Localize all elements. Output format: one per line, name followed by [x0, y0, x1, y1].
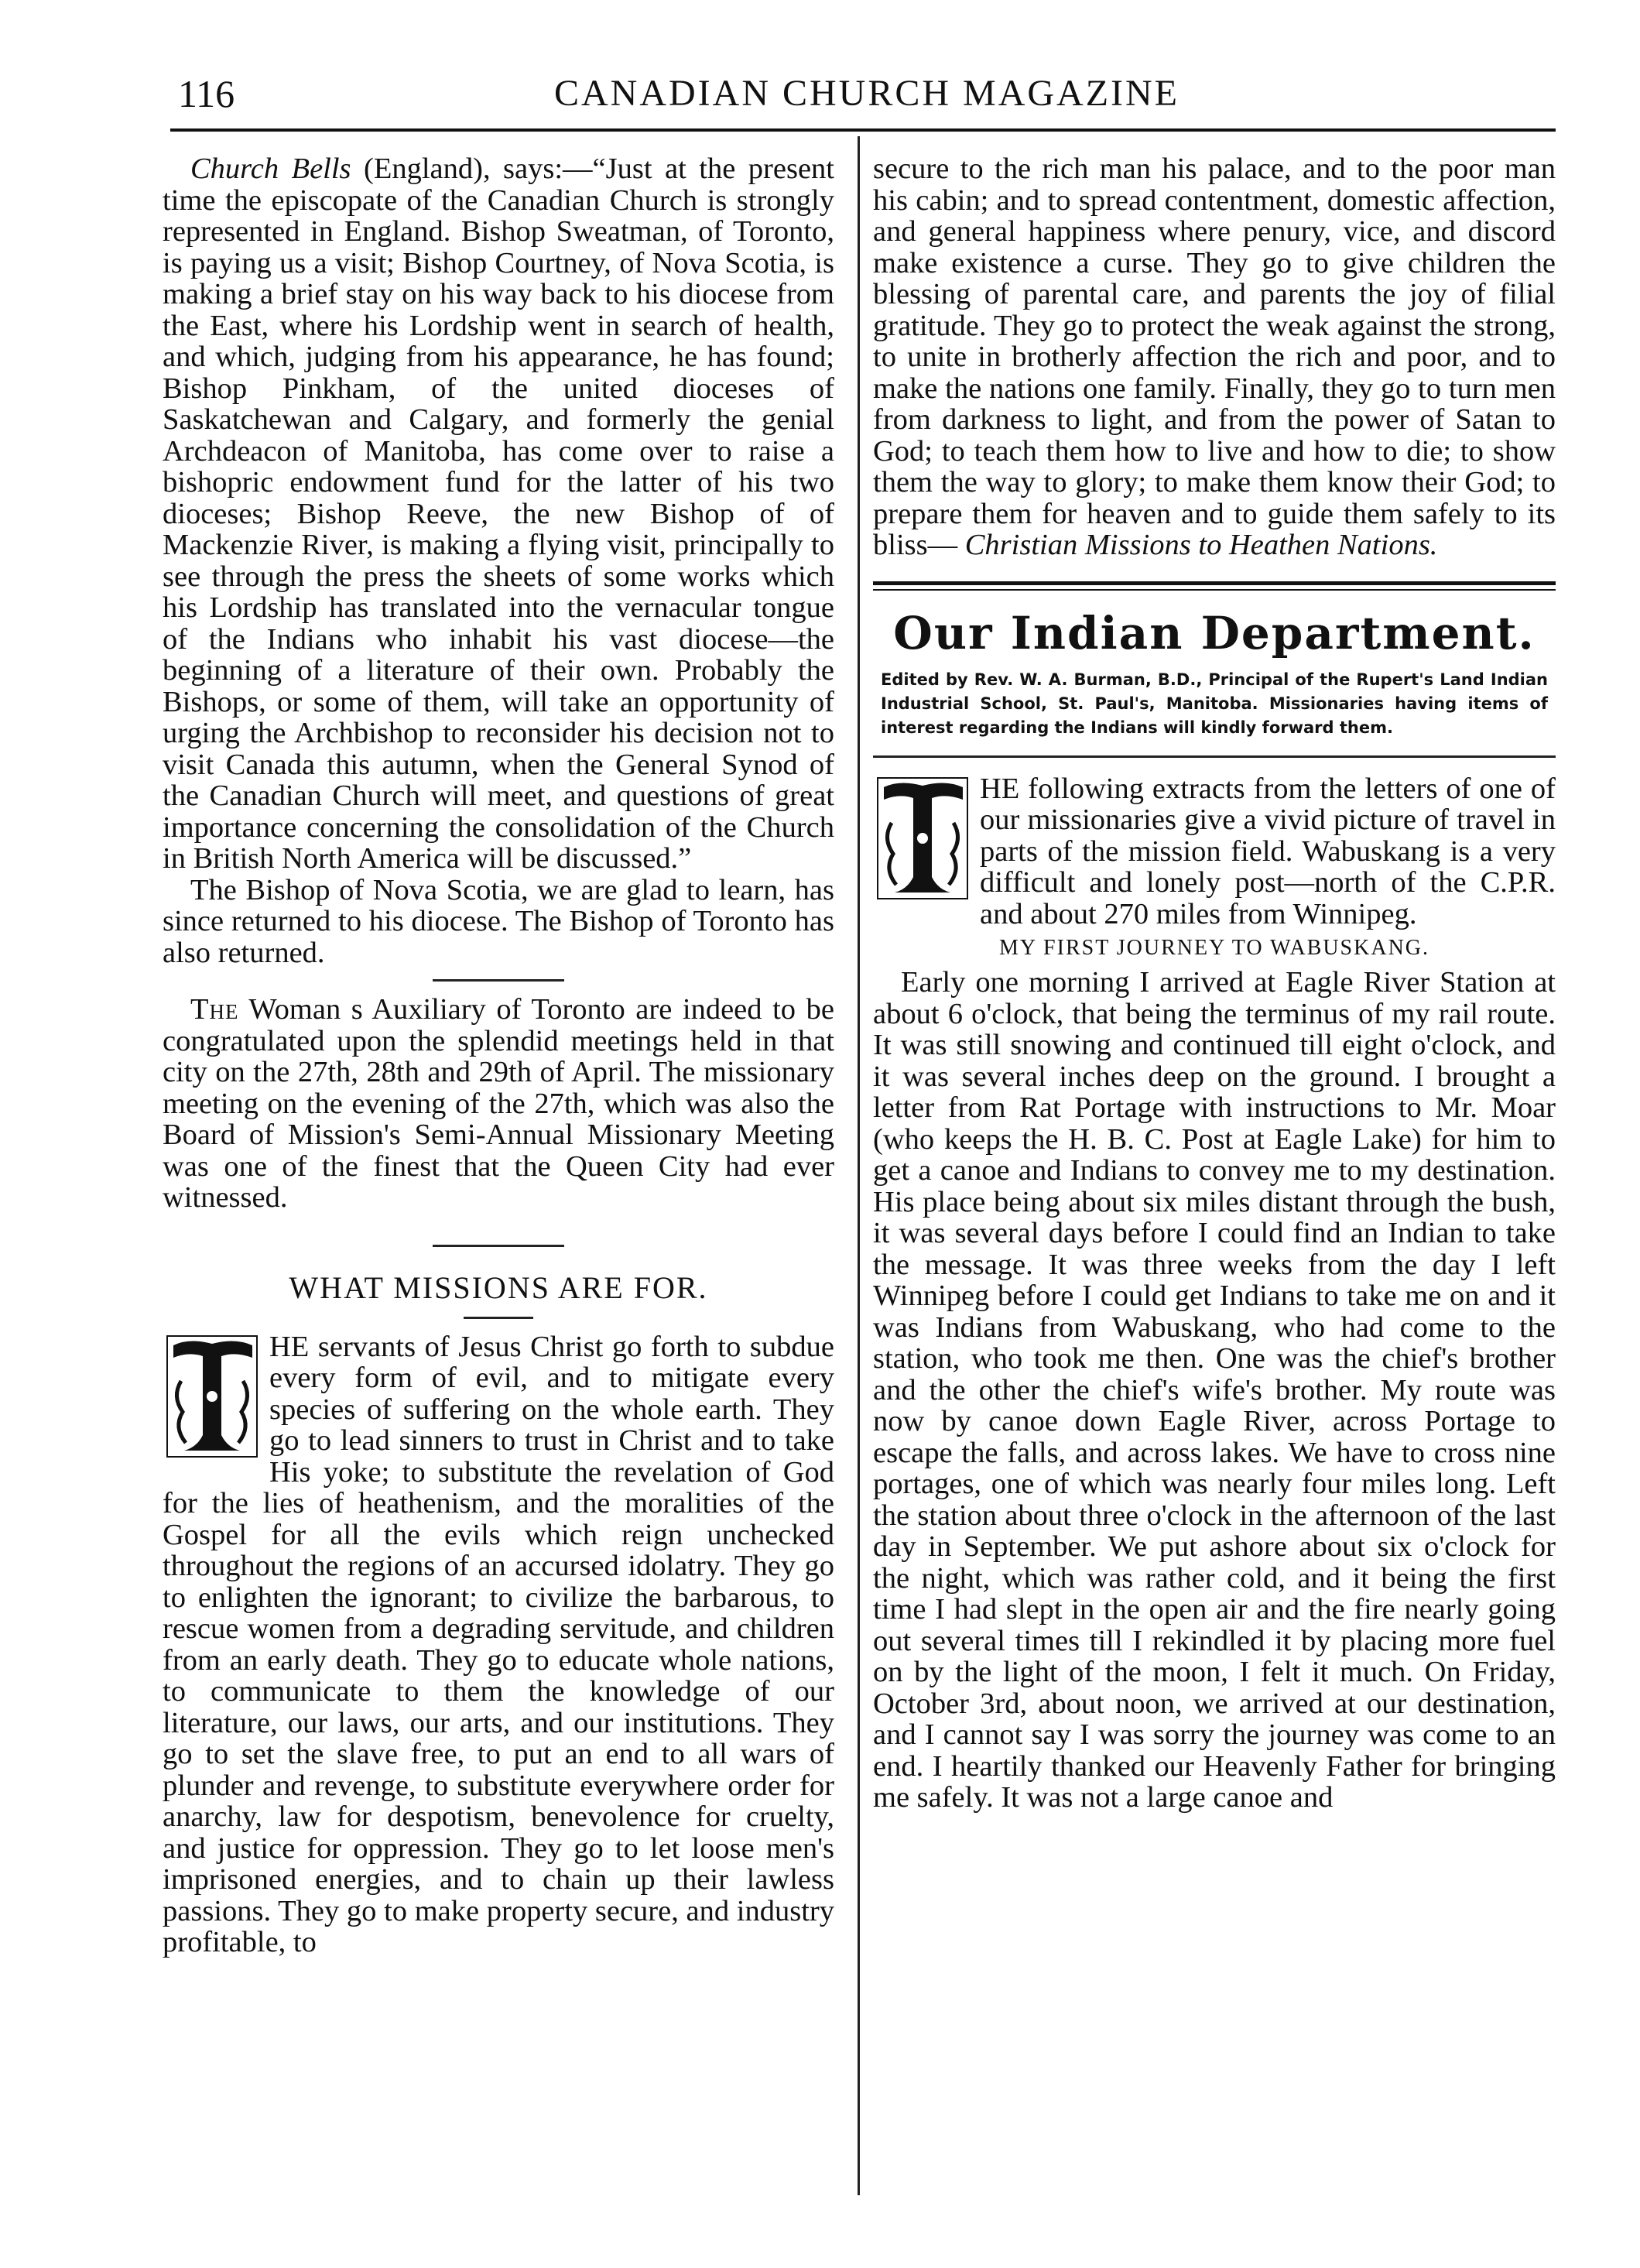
- womans-auxiliary-text: Woman s Auxiliary of Toronto are indeed to be congratulated upon the splendid meetings held in that city on the 27th, 28th and 29th of April. The missionary meeting on the evening of the 27th, which was also the Board of Mission's Semi-Annual Missionary Meeting was one of the finest that the Queen City had ever witnessed.: [163, 993, 834, 1214]
- missions-continued-text: secure to the rich man his palace, and to the poor man his cabin; and to spread contentment, domestic affection, and general happiness where penury, vice, and discord make existence a curse. They go to give children the blessing of parental care, and parents the joy of filial gratitude. They go to protect the weak against the strong, to unite in brotherly affection the rich and poor, and to make the nations one family. Finally, they go to turn men from darkness to light, and from the power of Satan to God; to teach them how to live and how to die; to show them the way to glory; to make them know their God; to prepare them for heaven and to guide them safely to its bliss—: [873, 152, 1556, 561]
- section-rule: [433, 979, 564, 982]
- left-column: [163, 153, 834, 1958]
- magazine-title: CANADIAN CHURCH MAGAZINE: [554, 73, 1179, 114]
- missions-source: Christian Missions to Heathen Nations.: [964, 529, 1438, 561]
- womans-auxiliary-lead: The: [190, 993, 239, 1026]
- church-bells-paragraph: [163, 153, 834, 875]
- section-rule: [433, 1245, 564, 1247]
- ornamental-dropcap: [876, 776, 969, 900]
- journey-subheading: MY FIRST JOURNEY TO WABUSKANG.: [998, 936, 1430, 960]
- header-rule: [170, 128, 1556, 132]
- missions-continued-paragraph: [873, 153, 1556, 561]
- ornamental-dropcap: [166, 1334, 258, 1458]
- editor-note: Edited by Rev. W. A. Burman, B.D., Principal of the Rupert's Land Indian Industrial School, St. Paul's, Manitoba. Missionaries having items of interest regarding the Indians will kindly forward them.: [881, 670, 1548, 737]
- page-header: [178, 67, 1556, 125]
- dropcap-ornament-icon: [876, 776, 969, 900]
- page-number: 116: [178, 72, 235, 115]
- department-rule: [873, 755, 1556, 758]
- column-divider: [858, 136, 860, 2195]
- church-bells-source: Church Bells: [190, 152, 351, 185]
- department-title: Our Indian Department.: [893, 606, 1536, 660]
- department-double-rule: [873, 581, 1556, 591]
- church-bells-text: (England), says:—“Just at the present time the episcopate of the Canadian Church is strongly represented in England. Bishop Sweatman, of Toronto, is paying us a visit; Bishop Courtney, of Nova Scotia, is making a brief stay on his way back to his diocese from the East, where his Lordship went in search of health, and which, judging from his appearance, he has found; Bishop Pinkham, of the united dioceses of Saskatchewan and Calgary, and formerly the genial Archdeacon of Manitoba, has come over to raise a bishopric endowment fund for the latter of his two dioceses; Bishop Reeve, the new Bishop of of Mackenzie River, is making a flying visit, principally to see through the press the sheets of some works which his Lordship has translated into the vernacular tongue of the Indians who inhabit his vast diocese—the beginning of a literature of their own. Probably the Bishops, or some of them, will take an opportunity of urging the Archbishop to reconsider his decision not to visit Canada this autumn, when the General Synod of the Canadian Church will meet, and questions of great importance concerning the consolidation of the Church in British North America will be discussed.”: [163, 152, 834, 875]
- journey-paragraph: Early one morning I arrived at Eagle River Station at about 6 o'clock, that being the terminus of my rail route. It was still snowing and continued till eight o'clock, and it was several inches deep on the ground. I brought a letter from Rat Portage with instructions to Mr. Moar (who keeps the H. B. C. Post at Eagle Lake) for him to get a canoe and Indians to convey me to my destination. His place being about six miles distant through the bush, it was several days before I could find an Indian to take the message. It was three weeks from the day I left Winnipeg before I could get Indians to take me on and it was Indians from Wabuskang, who had come to the station, who took me then. One was the chief's brother and the other the chief's wife's brother. My route was now by canoe down Eagle River, across Portage to escape the falls, and across lakes. We have to cross nine portages, one of which was nearly four miles long. Left the station about three o'clock in the afternoon of the last day in September. We put ashore about six o'clock for the night, which was rather cold, and it being the first time I had slept in the open air and the fire nearly going out several times till I rekindled it by placing more fuel on by the light of the moon, I felt it much. On Friday, October 3rd, about noon, we arrived at our destination, and I cannot say I was sorry the journey was come to an end. I heartily thanked our Heavenly Father for bringing me safely. It was not a large canoe and: [873, 966, 1556, 1814]
- what-missions-paragraph: [163, 1331, 834, 1958]
- what-missions-heading: WHAT MISSIONS ARE FOR.: [289, 1269, 708, 1305]
- nova-scotia-paragraph: The Bishop of Nova Scotia, we are glad to learn, has since returned to his diocese. The Bishop of Toronto has also returned.: [163, 873, 834, 969]
- heading-underline: [464, 1317, 533, 1319]
- right-column: [873, 153, 1556, 1814]
- womans-auxiliary-paragraph: [163, 994, 834, 1214]
- extracts-text: HE following extracts from the letters of one of our missionaries give a vivid picture of travel in parts of the mission field. Wabuskang is a very difficult and lonely post—north of the C.P.R. and about 270 miles from Winnipeg.: [980, 772, 1556, 930]
- dropcap-ornament-icon: [166, 1334, 258, 1458]
- extracts-paragraph: [873, 773, 1556, 930]
- what-missions-text: HE servants of Jesus Christ go forth to subdue every form of evil, and to mitigate every species of suffering on the whole earth. They go to lead sinners to trust in Christ and to take His yoke; to substitute the revelation of God for the lies of heathenism, and the moralities of the Gospel for all the evils which reign unchecked throughout the regions of an accursed idolatry. They go to enlighten the ignorant; to civilize the barbarous, to rescue women from a degrading servitude, and children from an early death. They go to educate whole nations, to communicate to them the knowledge of our literature, our laws, our arts, and our institutions. They go to set the slave free, to put an end to all wars of plunder and revenge, to substitute everywhere order for anarchy, law for despotism, benevolence for cruelty, and justice for oppression. They go to let loose men's imprisoned energies, and to chain up their lawless passions. They go to make property secure, and industry profitable, to: [163, 1330, 834, 1958]
